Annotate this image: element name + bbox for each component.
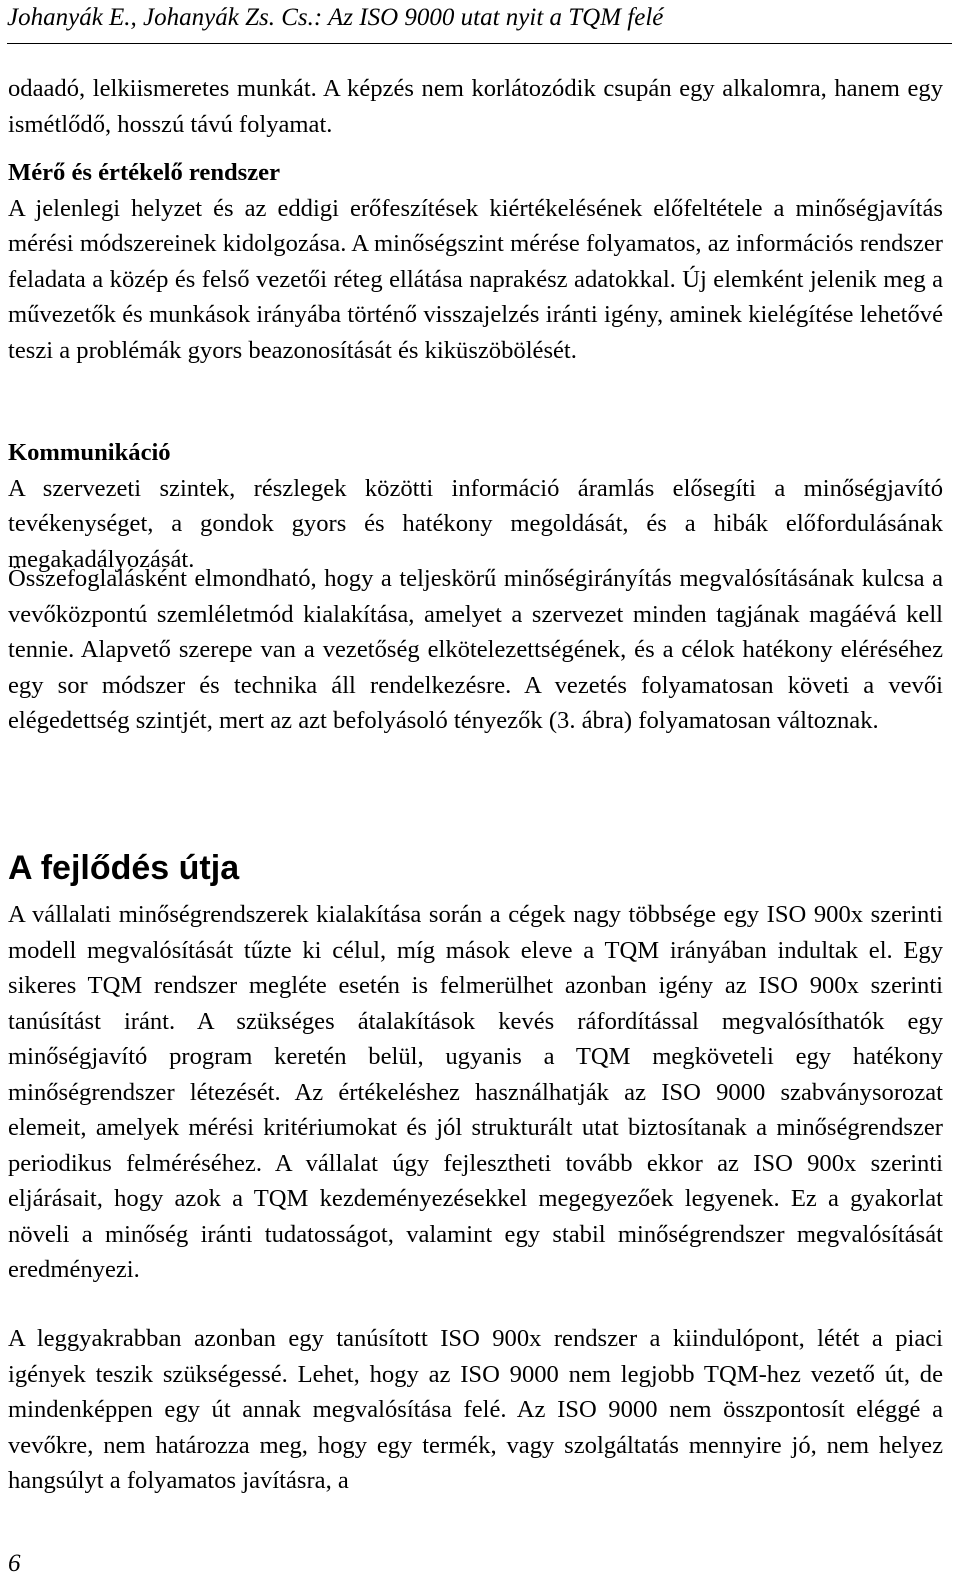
meres-subheading: Mérő és értékelő rendszer: [8, 159, 280, 186]
summary-block: [8, 561, 943, 739]
continuation-paragraph: odaadó, lelkiismeretes munkát. A képzés nem korlátozódik csupán egy alkalomra, hanem egy ismétlődő, hosszú távú folyamat.: [8, 75, 943, 138]
meres-paragraph: A jelenlegi helyzet és az eddigi erőfeszítések kiértékelésének előfeltétele a minőségjavítás mérési módszereinek kidolgozása. A minőségszint mérése folyamatos, az információs rendszer feladata a közép és felső vezetői réteg ellátása naprakész adatokkal. Új elemként jelenik meg a művezetők és munkások irányába történő visszajelzés iránti igény, aminek kielégítése lehetővé teszi a problémák gyors beazonosítását és kiküszöbölését.: [8, 194, 943, 364]
meres-section: [8, 155, 943, 368]
kommunikacio-section: [8, 435, 943, 577]
fejlodes-paragraph-2: A leggyakrabban azonban egy tanúsított ISO 900x rendszer a kiindulópont, létét a piaci igények teszik szükségessé. Lehet, hogy az ISO 9000 nem legjobb TQM-hez vezető út, de mindenképpen egy út annak megvalósítása felé. Az ISO 9000 nem összpontosít eléggé a vevőkre, nem határozza meg, hogy egy termék, vagy szolgáltatás mennyire jó, nem helyez hangsúlyt a folyamatos javításra, a: [8, 1325, 943, 1494]
fejlodes-block-1: [8, 897, 943, 1288]
summary-paragraph: Összefoglalásként elmondható, hogy a teljeskörű minőségirányítás megvalósításának kulcsa a vevőközpontú szemléletmód kialakítása, amelyet a szervezet minden tagjának magáévá kell tennie. Alapvető szerepe van a vezetőség elkötelezettségének, és a célok hatékony eléréséhez egy sor módszer és technika áll rendelkezésre. A vezetés folyamatosan követi a vevői elégedettség szintjét, mert az azt befolyásoló tényezők (3. ábra) folyamatosan változnak.: [8, 565, 943, 734]
section-heading: A fejlődés útja: [8, 849, 240, 887]
running-header: Johanyák E., Johanyák Zs. Cs.: Az ISO 9000 utat nyit a TQM felé: [7, 4, 664, 31]
header-rule: [7, 43, 952, 44]
fejlodes-block-2: [8, 1321, 943, 1499]
fejlodes-paragraph-1: A vállalati minőségrendszerek kialakítása során a cégek nagy többsége egy ISO 900x szerinti modell megvalósítását tűzte ki célul, míg mások eleve a TQM irányában indultak el. Egy sikeres TQM rendszer megléte esetén is felmerülhet azonban igény az ISO 900x szerinti tanúsítást iránt. A szükséges átalakítások kevés ráfordítással megvalósíthatók egy minőségjavító program keretén belül, ugyanis a TQM megköveteli egy hatékony minőségrendszer létezését. Az értékeléshez használhatják az ISO 9000 szabványsorozat elemeit, amelyek mérési kritériumokat és jól strukturált utat biztosítanak a minőségrendszer periodikus felméréséhez. A vállalat úgy fejlesztheti tovább ekkor az ISO 900x szerinti eljárásait, hogy azok a TQM kezdeményezésekkel megegyezőek legyenek. Ez a gyakorlat növeli a minőség iránti tudatosságot, valamint egy stabil minőségrendszer megvalósítását eredményezi.: [8, 901, 943, 1283]
kommunikacio-subheading: Kommunikáció: [8, 439, 171, 466]
kommunikacio-paragraph: A szervezeti szintek, részlegek közötti információ áramlás elősegíti a minőségjavító tevékenységet, a gondok gyors és hatékony megoldását, és a hibák előfordulásának megakadályozását.: [8, 474, 943, 573]
page-number: 6: [8, 1550, 21, 1577]
intro-block: [8, 71, 943, 142]
